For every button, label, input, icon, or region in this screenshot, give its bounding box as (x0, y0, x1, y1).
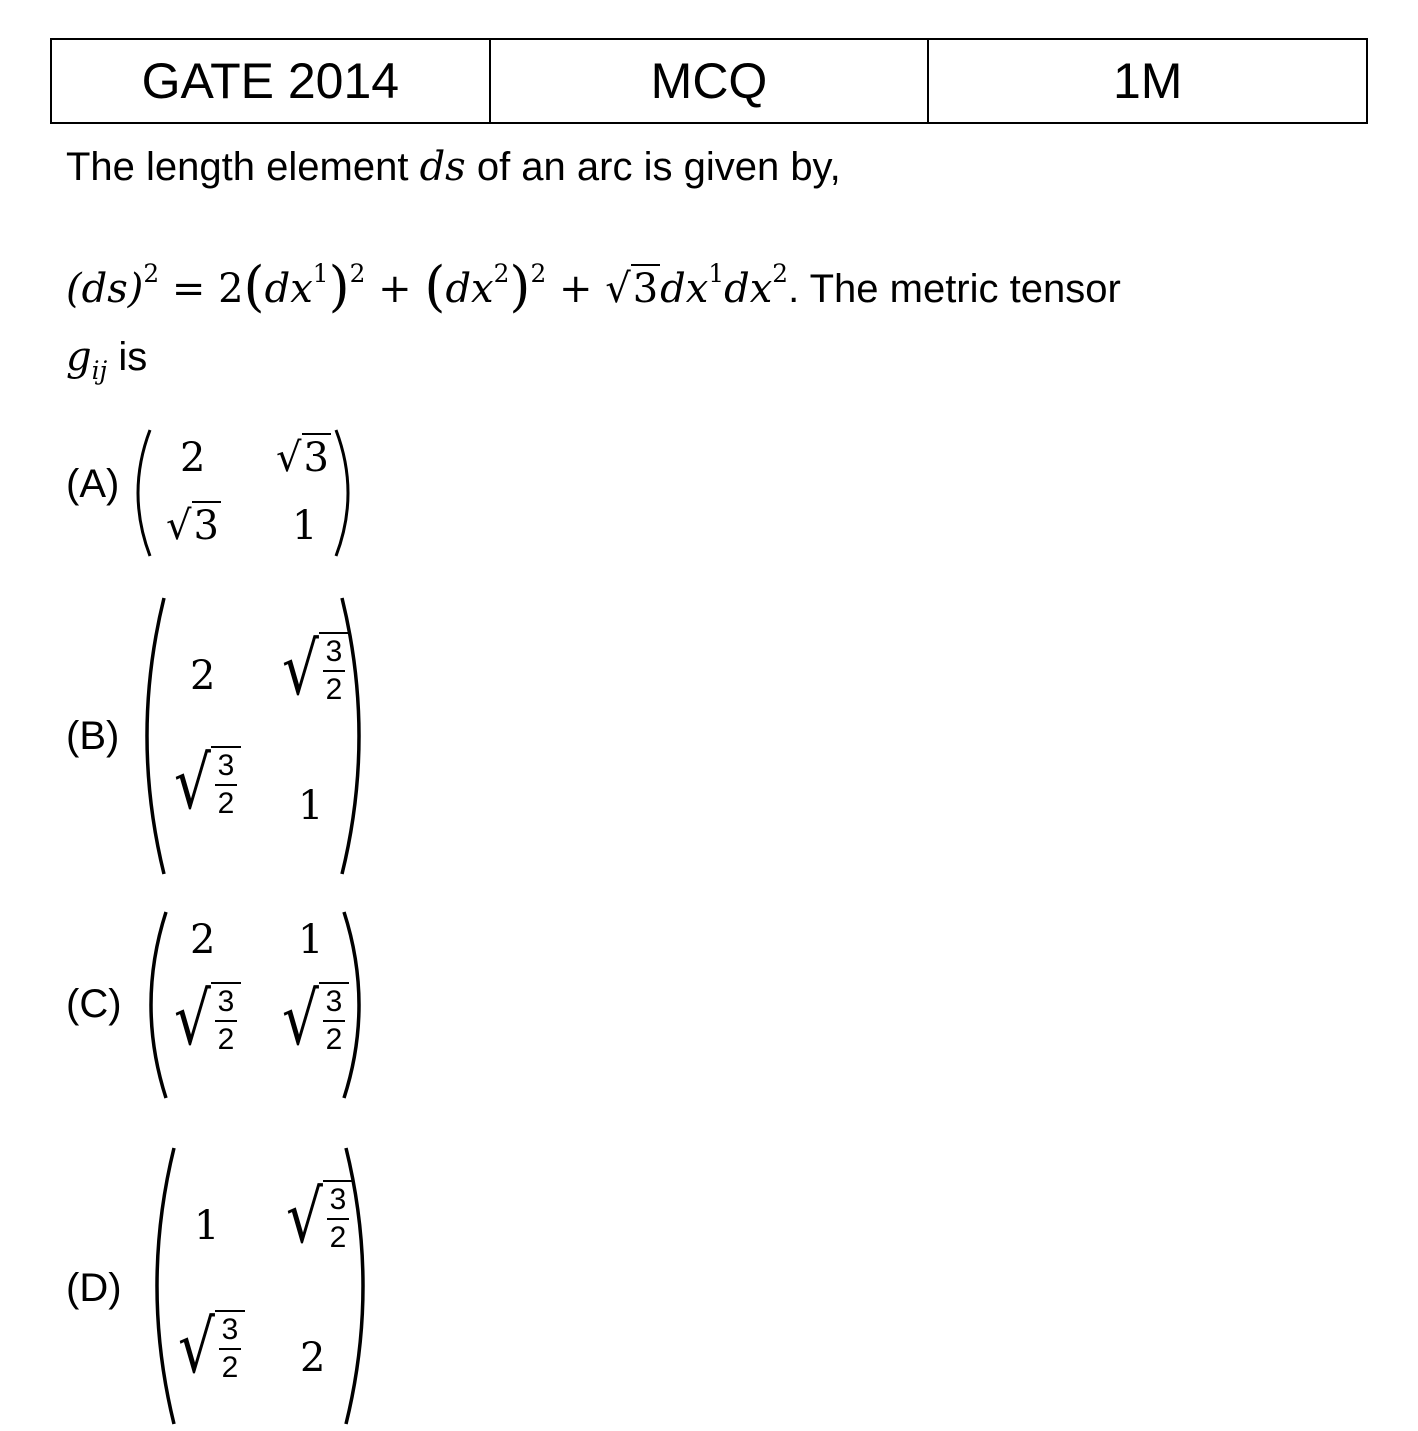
g-symbol: g (66, 334, 92, 380)
a21-radicand: 3 (193, 503, 219, 549)
sqrt-icon: √ (178, 1304, 215, 1390)
sqrt-icon: √ (174, 976, 211, 1062)
eq-tail-sup2: 2 (772, 259, 789, 289)
eq-dx2: dx (445, 266, 494, 312)
c22-num: 3 (325, 985, 343, 1018)
marks-cell: 1M (927, 40, 1366, 122)
b22-text: 1 (298, 783, 324, 829)
eq-tail-dx2: dx (724, 266, 773, 312)
eq-exp: 2 (143, 259, 160, 289)
eq-tail-sup1: 1 (708, 259, 725, 289)
question-line-3 (66, 334, 148, 385)
eq-sup2: 2 (493, 259, 510, 289)
eq-tail-dx1: dx (660, 266, 709, 312)
sqrt-icon: √ (282, 976, 319, 1062)
sqrt-icon: √ (286, 1174, 323, 1260)
left-paren-icon (140, 1146, 180, 1426)
eq-plus-2: + (546, 266, 606, 312)
d11 (194, 1203, 220, 1249)
b21-den: 2 (217, 786, 235, 820)
d11-text: 1 (194, 1203, 220, 1249)
d22-text: 2 (300, 1335, 326, 1381)
c22 (282, 976, 349, 1062)
header-table (50, 38, 1368, 124)
b12-den: 2 (325, 672, 343, 706)
option-c[interactable] (66, 910, 396, 1100)
d12-den: 2 (329, 1220, 347, 1254)
d22 (300, 1335, 326, 1381)
a21 (166, 503, 221, 549)
option-d-label: (D) (66, 1266, 122, 1310)
eq-exp-c: 2 (530, 259, 547, 289)
question-intro-before: The length element (66, 145, 420, 189)
d21 (178, 1304, 245, 1390)
eq-text: . The metric tensor (788, 267, 1121, 311)
c21 (174, 976, 241, 1062)
sqrt-icon: √ (166, 503, 192, 549)
eq-dx1: dx (264, 266, 313, 312)
option-b[interactable] (66, 596, 396, 876)
option-b-label: (B) (66, 714, 120, 758)
var-ds: ds (419, 144, 466, 190)
d21-den: 2 (221, 1350, 239, 1384)
left-paren-icon (136, 910, 172, 1100)
eq-three: 3 (632, 266, 659, 312)
option-c-label: (C) (66, 982, 122, 1026)
eq-exp-b: 2 (349, 259, 366, 289)
b11-text: 2 (190, 653, 216, 699)
d12-num: 3 (329, 1183, 347, 1216)
paren-open-2: ( (424, 255, 446, 319)
b12 (282, 626, 349, 712)
paren-close-2: ) (509, 255, 531, 319)
right-paren-icon (332, 428, 362, 558)
a11-text: 2 (180, 435, 206, 481)
a11 (180, 435, 206, 481)
c21-den: 2 (217, 1022, 235, 1056)
eq-sup1: 1 (312, 259, 329, 289)
question-intro-after: of an arc is given by, (465, 145, 841, 189)
g-subscript: ij (91, 355, 108, 385)
question-line-1 (66, 144, 841, 190)
a12-radicand: 3 (303, 435, 329, 481)
d21-num: 3 (221, 1313, 239, 1346)
b22 (298, 783, 324, 829)
eq-plus: + (365, 266, 425, 312)
b11 (190, 653, 216, 699)
c11-text: 2 (190, 917, 216, 963)
exam-cell: GATE 2014 (141, 53, 400, 109)
a12 (276, 435, 331, 481)
eq-ds: (ds) (66, 266, 144, 312)
a22-text: 1 (292, 503, 318, 549)
sqrt-icon: √ (276, 435, 302, 481)
paren-open: ( (243, 255, 265, 319)
b21-num: 3 (217, 749, 235, 782)
sqrt-icon: √ (282, 626, 319, 712)
b21 (174, 740, 241, 826)
a22 (292, 503, 318, 549)
option-a[interactable] (66, 420, 386, 560)
b12-num: 3 (325, 635, 343, 668)
c12-text: 1 (298, 917, 324, 963)
left-paren-icon (124, 428, 154, 558)
c22-den: 2 (325, 1022, 343, 1056)
question-equation (66, 252, 1121, 319)
left-paren-icon (130, 596, 170, 876)
c11 (190, 917, 216, 963)
g-is: is (107, 335, 148, 379)
option-a-label: (A) (66, 462, 120, 506)
sqrt-icon: √ (605, 266, 631, 312)
c12 (298, 917, 324, 963)
option-d[interactable] (66, 1146, 396, 1428)
question-type-cell: MCQ (489, 40, 928, 122)
d12 (286, 1174, 353, 1260)
c21-num: 3 (217, 985, 235, 1018)
sqrt-icon: √ (174, 740, 211, 826)
paren-close: ) (328, 255, 350, 319)
eq-equals: = 2 (159, 266, 244, 312)
